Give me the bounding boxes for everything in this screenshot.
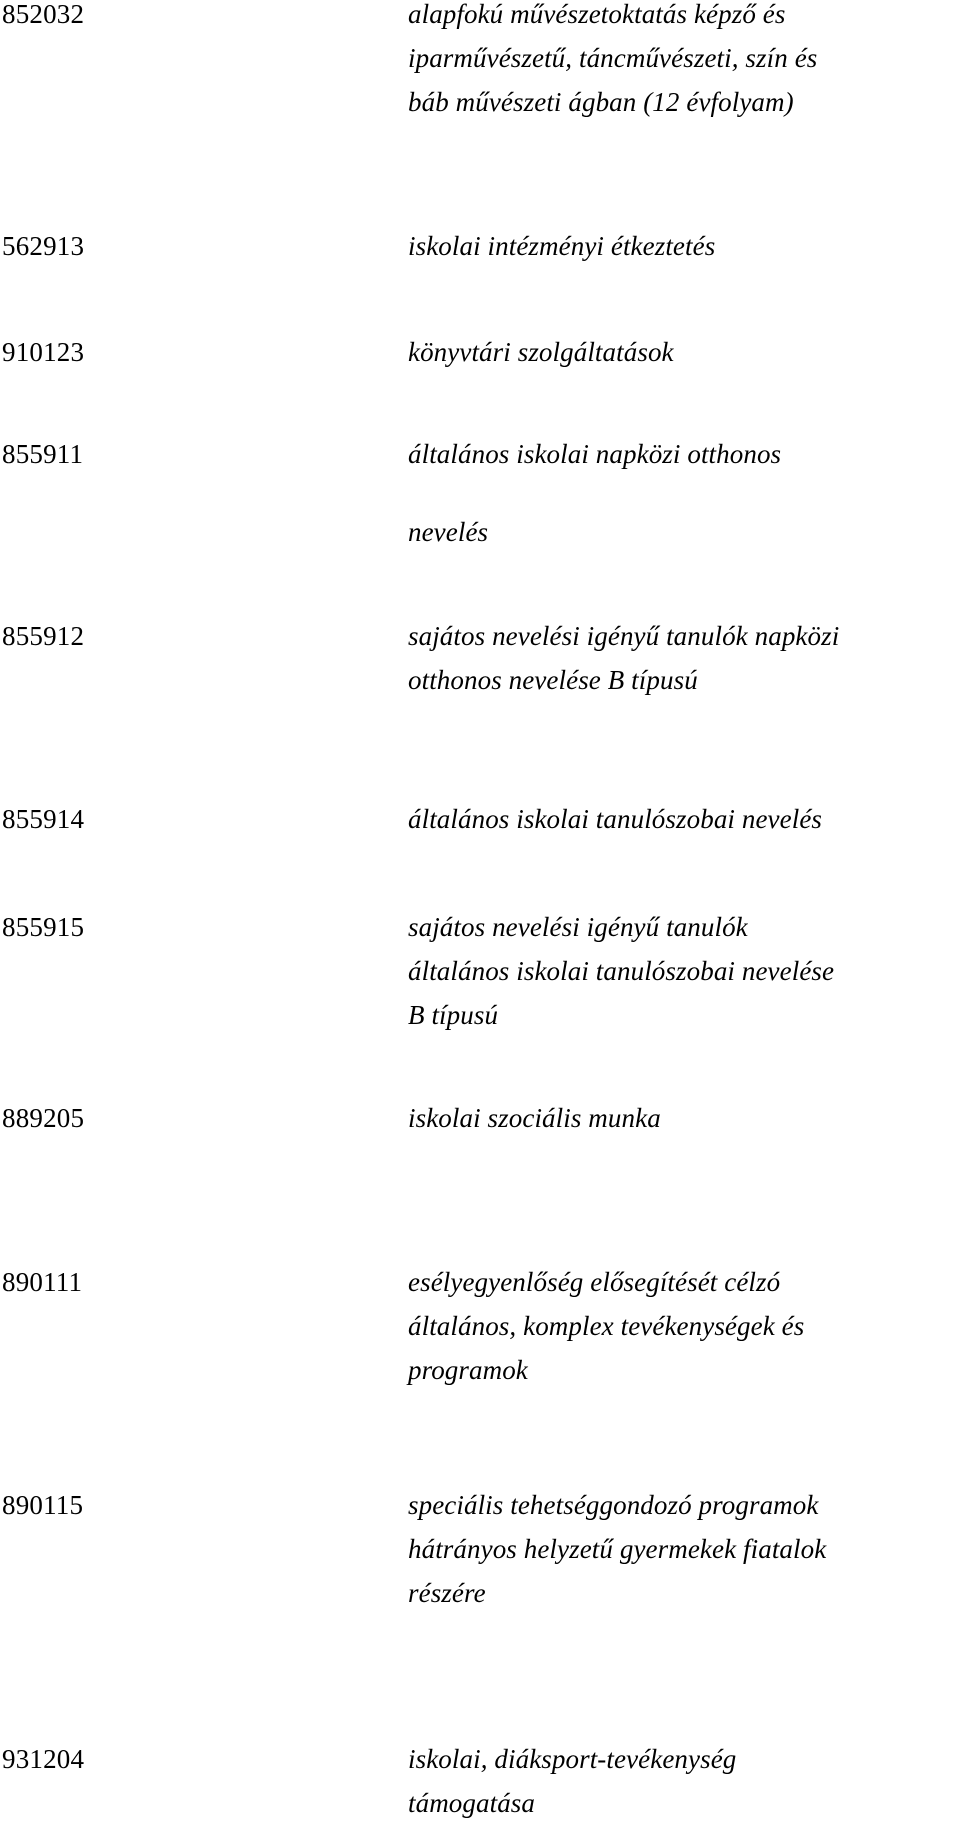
description-line: általános iskolai napközi otthonos bbox=[408, 439, 782, 469]
entry-description bbox=[408, 905, 953, 1037]
entry-description bbox=[408, 224, 953, 268]
entry-code: 910123 bbox=[2, 337, 85, 367]
description-line: báb művészeti ágban (12 évfolyam) bbox=[408, 87, 794, 117]
description-line: iparművészetű, táncművészeti, szín és bbox=[408, 43, 818, 73]
entry-code: 890111 bbox=[2, 1267, 83, 1297]
entry-description bbox=[408, 797, 953, 841]
entry-description bbox=[408, 330, 953, 374]
entry-code: 852032 bbox=[2, 0, 85, 29]
description-line: nevelés bbox=[408, 517, 489, 547]
entry-description bbox=[408, 1483, 953, 1615]
entry-code: 855912 bbox=[2, 621, 85, 651]
entry-code: 889205 bbox=[2, 1103, 85, 1133]
description-line: általános iskolai tanulószobai nevelés bbox=[408, 804, 823, 834]
description-line: programok bbox=[408, 1355, 528, 1385]
description-line: alapfokú művészetoktatás képző és bbox=[408, 0, 786, 29]
description-line: iskolai szociális munka bbox=[408, 1103, 661, 1133]
description-line: esélyegyenlőség elősegítését célzó bbox=[408, 1267, 781, 1297]
entry-description bbox=[408, 614, 953, 702]
entry-code: 855914 bbox=[2, 804, 85, 834]
entry-code: 855911 bbox=[2, 439, 84, 469]
entry-description bbox=[408, 1737, 953, 1825]
entry-code: 855915 bbox=[2, 912, 85, 942]
entry-code: 890115 bbox=[2, 1490, 84, 1520]
description-line: hátrányos helyzetű gyermekek fiatalok bbox=[408, 1534, 827, 1564]
description-line: könyvtári szolgáltatások bbox=[408, 337, 674, 367]
description-line: iskolai intézményi étkeztetés bbox=[408, 231, 716, 261]
description-line: általános, komplex tevékenységek és bbox=[408, 1311, 805, 1341]
description-line: támogatása bbox=[408, 1788, 536, 1818]
entry-description bbox=[408, 1096, 953, 1140]
description-line: általános iskolai tanulószobai nevelése bbox=[408, 956, 835, 986]
description-line: részére bbox=[408, 1578, 486, 1608]
description-line: sajátos nevelési igényű tanulók napközi bbox=[408, 621, 840, 651]
description-line: speciális tehetséggondozó programok bbox=[408, 1490, 819, 1520]
entry-code: 562913 bbox=[2, 231, 85, 261]
entry-code: 931204 bbox=[2, 1744, 85, 1774]
entry-description bbox=[408, 510, 953, 554]
description-line: otthonos nevelése B típusú bbox=[408, 665, 698, 695]
entry-description bbox=[408, 432, 953, 476]
description-line: B típusú bbox=[408, 1000, 499, 1030]
description-line: iskolai, diáksport-tevékenység bbox=[408, 1744, 737, 1774]
entry-description bbox=[408, 0, 953, 124]
description-line: sajátos nevelési igényű tanulók bbox=[408, 912, 748, 942]
entry-description bbox=[408, 1260, 953, 1392]
